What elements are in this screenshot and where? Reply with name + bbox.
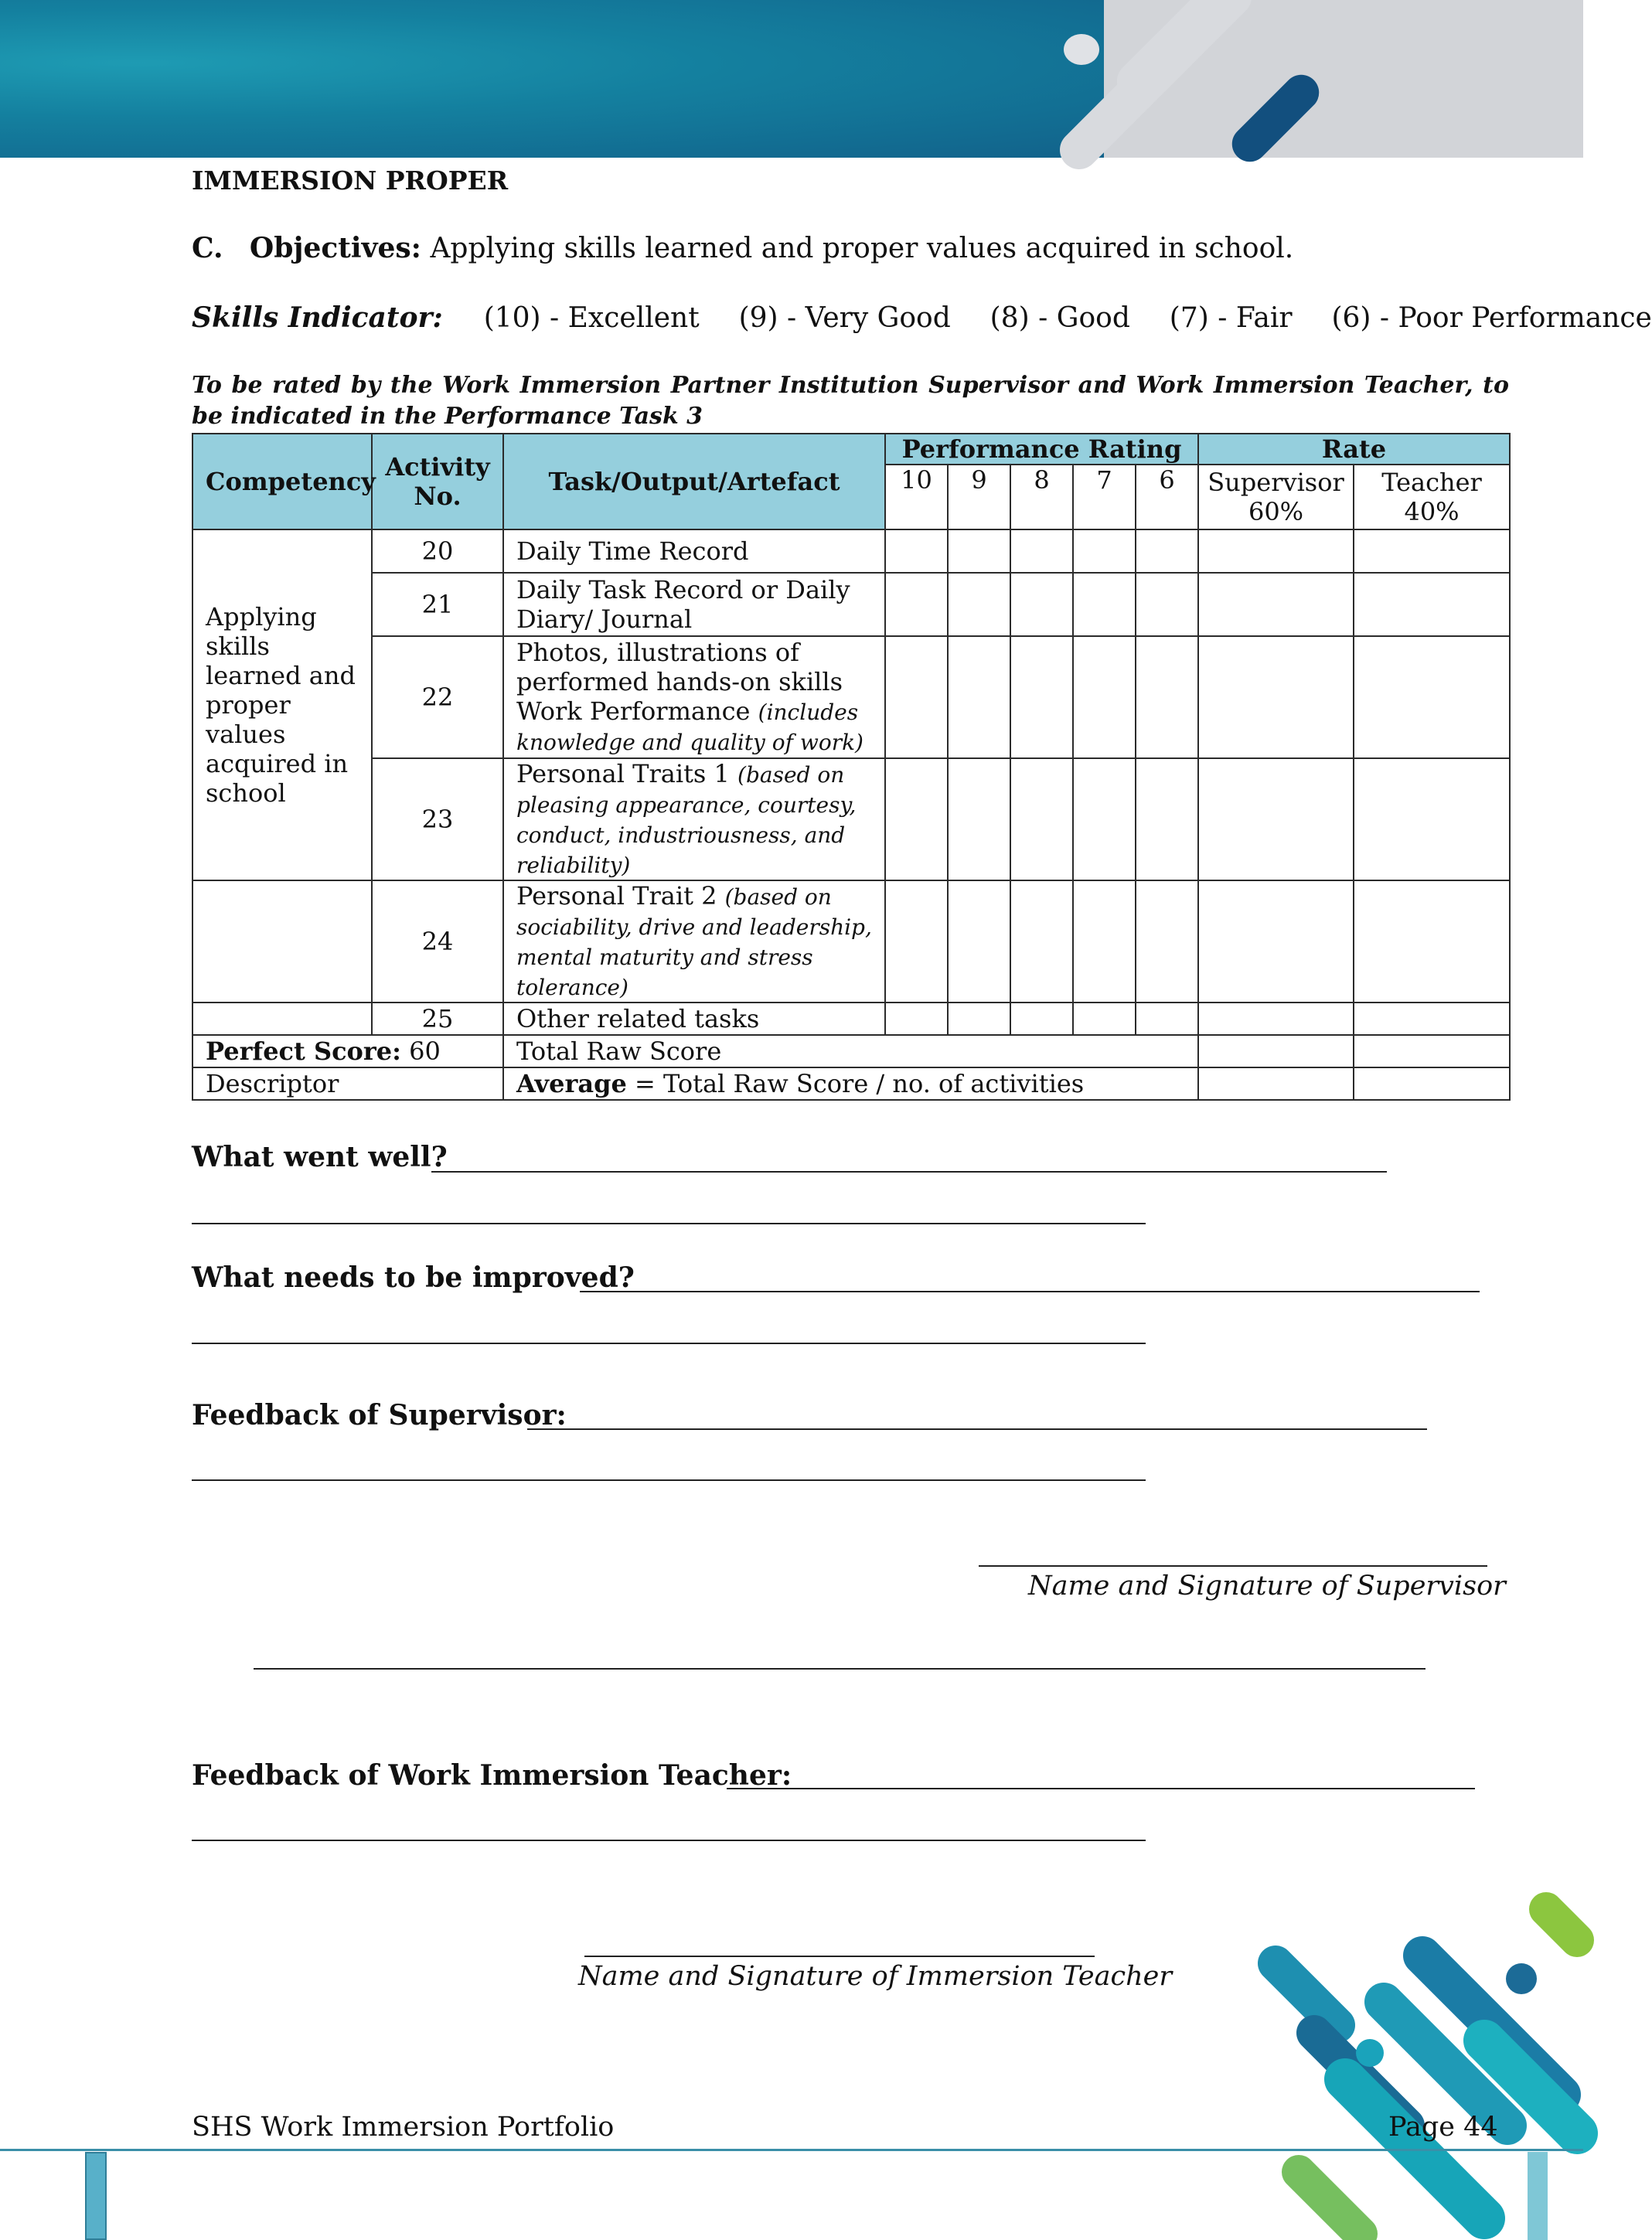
went-well-answer-line[interactable] [431, 1171, 1387, 1173]
footer-page-number: Page 44 [1388, 2112, 1498, 2143]
header-activity-no: Activity No. [372, 434, 503, 529]
teacher-feedback-line-2[interactable] [192, 1840, 1146, 1841]
perfect-score-label: Perfect Score: [206, 1037, 401, 1066]
improve-answer-line[interactable] [580, 1291, 1480, 1292]
rating-instruction: To be rated by the Work Immersion Partner Institution Supervisor and Work Immersion Teacher, to be indicated in the Performance Task 3 [192, 372, 1509, 430]
score-header-8: 8 [1010, 465, 1073, 529]
teacher-rate-cell[interactable] [1354, 1003, 1510, 1035]
descriptor-label: Descriptor [192, 1067, 503, 1100]
average-cell [503, 1067, 1198, 1100]
task-title: Daily Task Record or Daily Diary/ Journal [516, 575, 850, 634]
teacher-total-cell[interactable] [1354, 1035, 1510, 1067]
table-row-average [192, 1067, 1510, 1100]
went-well-answer-line-2[interactable] [192, 1223, 1146, 1224]
task-cell [503, 758, 885, 880]
score-header-7: 7 [1073, 465, 1136, 529]
skills-scale-item: (10) - Excellent [483, 302, 700, 334]
question-supervisor-feedback: Feedback of Supervisor: [192, 1399, 567, 1431]
performance-rating-table [192, 433, 1511, 1101]
task-title: Personal Trait 2 [516, 881, 717, 911]
footer-dot-shape [1356, 2039, 1384, 2067]
teacher-rate-cell[interactable] [1354, 573, 1510, 636]
header-dot-shape [1064, 34, 1099, 65]
supervisor-feedback-line-2[interactable] [192, 1479, 1146, 1481]
score-cell[interactable] [1073, 636, 1136, 758]
score-cell[interactable] [885, 880, 948, 1003]
score-cell[interactable] [948, 758, 1010, 880]
task-cell [503, 636, 885, 758]
table-row [192, 758, 1510, 880]
score-header-6: 6 [1136, 465, 1198, 529]
header-competency: Competency [192, 434, 372, 529]
skills-scale-item: (9) - Very Good [738, 302, 951, 334]
task-cell [503, 573, 885, 636]
supervisor-signature-caption: Name and Signature of Supervisor [1028, 1571, 1506, 1602]
score-cell[interactable] [1136, 529, 1198, 573]
score-cell[interactable] [1010, 758, 1073, 880]
skills-scale-item: (6) - Poor Performance [1331, 302, 1652, 334]
perfect-score-value: 60 [409, 1037, 441, 1066]
objectives-line [192, 232, 1293, 264]
skills-indicator-label: Skills Indicator: [192, 301, 443, 334]
score-cell[interactable] [948, 636, 1010, 758]
activity-no-cell: 25 [372, 1003, 503, 1035]
score-cell[interactable] [1136, 758, 1198, 880]
supervisor-rate-cell[interactable] [1198, 636, 1354, 758]
average-formula: = Total Raw Score / no. of activities [634, 1069, 1085, 1098]
score-cell[interactable] [1010, 529, 1073, 573]
footer-right-tab [1528, 2152, 1548, 2240]
header-performance-rating: Performance Rating [885, 434, 1198, 465]
score-cell[interactable] [1010, 573, 1073, 636]
score-cell[interactable] [948, 1003, 1010, 1035]
task-cell [503, 880, 885, 1003]
supervisor-rate-cell[interactable] [1198, 573, 1354, 636]
score-cell[interactable] [948, 573, 1010, 636]
table-row [192, 573, 1510, 636]
objectives-label: Objectives: [249, 232, 421, 264]
task-note: (based on pleasing appearance, courtesy, conduct, industriousness, and reliability) [516, 762, 857, 878]
score-cell[interactable] [1010, 1003, 1073, 1035]
competency-cell-empty [192, 1003, 372, 1035]
table-row-total [192, 1035, 1510, 1067]
competency-cell-empty [192, 880, 372, 1003]
task-title: Photos, illustrations of performed hands-on skills Work Performance [516, 638, 843, 726]
total-raw-score-label: Total Raw Score [503, 1035, 1198, 1067]
task-title: Other related tasks [516, 1004, 760, 1033]
footer-portfolio-title: SHS Work Immersion Portfolio [192, 2112, 615, 2143]
section-title: IMMERSION PROPER [192, 165, 509, 196]
supervisor-rate-cell[interactable] [1198, 529, 1354, 573]
task-note: (based on sociability, drive and leadership, mental maturity and stress tolerance) [516, 884, 872, 1000]
score-cell[interactable] [1136, 636, 1198, 758]
score-cell[interactable] [885, 758, 948, 880]
supervisor-rate-cell[interactable] [1198, 880, 1354, 1003]
header-teacher: Teacher 40% [1354, 465, 1510, 529]
task-cell [503, 529, 885, 573]
teacher-signature-line[interactable] [584, 1956, 1095, 1957]
score-cell[interactable] [1073, 880, 1136, 1003]
score-cell[interactable] [1073, 529, 1136, 573]
header-rate: Rate [1198, 434, 1510, 465]
score-cell[interactable] [1010, 880, 1073, 1003]
supervisor-feedback-line[interactable] [527, 1428, 1427, 1430]
average-label: Average [516, 1069, 627, 1098]
teacher-rate-cell[interactable] [1354, 636, 1510, 758]
teacher-average-cell[interactable] [1354, 1067, 1510, 1100]
score-cell[interactable] [1136, 573, 1198, 636]
question-teacher-feedback: Feedback of Work Immersion Teacher: [192, 1759, 792, 1792]
improve-answer-line-2[interactable] [192, 1343, 1146, 1344]
header-task: Task/Output/Artefact [503, 434, 885, 529]
objectives-text: Applying skills learned and proper values acquired in school. [430, 233, 1294, 264]
score-cell[interactable] [1073, 758, 1136, 880]
supervisor-rate-cell[interactable] [1198, 758, 1354, 880]
task-title: Daily Time Record [516, 536, 749, 566]
activity-no-cell: 24 [372, 880, 503, 1003]
supervisor-signature-line[interactable] [979, 1565, 1487, 1567]
skills-scale-item: (8) - Good [989, 302, 1130, 334]
header-supervisor: Supervisor 60% [1198, 465, 1354, 529]
score-cell[interactable] [1073, 573, 1136, 636]
table-row [192, 636, 1510, 758]
teacher-rate-cell[interactable] [1354, 880, 1510, 1003]
header-teal-area [0, 0, 1144, 158]
score-cell[interactable] [1073, 1003, 1136, 1035]
skills-scale-item: (7) - Fair [1169, 302, 1293, 334]
score-cell[interactable] [885, 529, 948, 573]
perfect-score-cell [192, 1035, 503, 1067]
score-cell[interactable] [1136, 880, 1198, 1003]
score-cell[interactable] [885, 1003, 948, 1035]
task-note: (includes knowledge and quality of work) [516, 700, 863, 755]
activity-no-cell: 23 [372, 758, 503, 880]
activity-no-cell: 22 [372, 636, 503, 758]
footer-dot-shape [1506, 1963, 1537, 1994]
extra-answer-line[interactable] [254, 1668, 1425, 1670]
competency-cell: Applying skills learned and proper values acquired in school [192, 529, 372, 880]
activity-no-cell: 20 [372, 529, 503, 573]
score-cell[interactable] [885, 636, 948, 758]
footer-rule [0, 2149, 1583, 2151]
supervisor-total-cell[interactable] [1198, 1035, 1354, 1067]
activity-no-cell: 21 [372, 573, 503, 636]
score-cell[interactable] [1010, 636, 1073, 758]
score-header-9: 9 [948, 465, 1010, 529]
task-title: Personal Traits 1 [516, 759, 730, 788]
table-header-row [192, 434, 1510, 465]
score-header-10: 10 [885, 465, 948, 529]
score-cell[interactable] [948, 880, 1010, 1003]
header-banner [0, 0, 1583, 158]
teacher-rate-cell[interactable] [1354, 758, 1510, 880]
table-row [192, 529, 1510, 573]
question-went-well: What went well? [192, 1141, 448, 1173]
supervisor-average-cell[interactable] [1198, 1067, 1354, 1100]
teacher-feedback-line[interactable] [727, 1788, 1475, 1789]
teacher-rate-cell[interactable] [1354, 529, 1510, 573]
score-cell[interactable] [948, 529, 1010, 573]
score-cell[interactable] [1136, 1003, 1198, 1035]
skills-indicator [192, 301, 1652, 334]
objectives-letter: C. [192, 232, 223, 264]
table-row [192, 880, 1510, 1003]
supervisor-rate-cell[interactable] [1198, 1003, 1354, 1035]
score-cell[interactable] [885, 573, 948, 636]
task-cell [503, 1003, 885, 1035]
question-improve: What needs to be improved? [192, 1261, 635, 1294]
footer-left-tab [85, 2152, 107, 2240]
table-row [192, 1003, 1510, 1035]
teacher-signature-caption: Name and Signature of Immersion Teacher [578, 1961, 1173, 1992]
